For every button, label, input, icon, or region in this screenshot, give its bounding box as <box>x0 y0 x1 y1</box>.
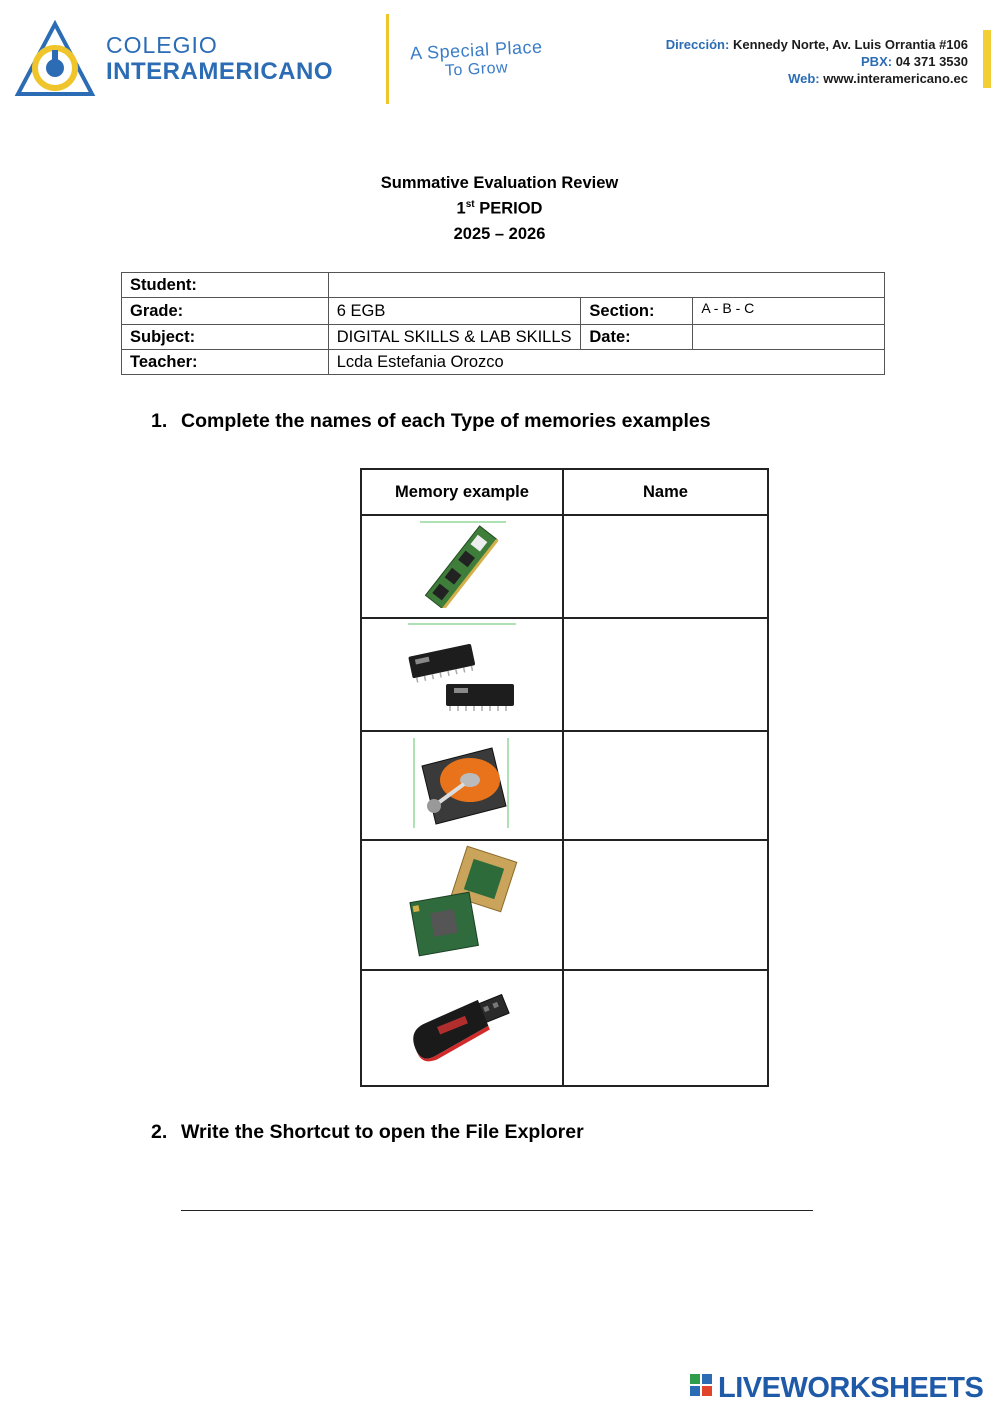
question-2 <box>151 1121 584 1144</box>
subject-row <box>122 325 885 350</box>
doc-period: 1st PERIOD <box>456 199 543 218</box>
answer-cell[interactable] <box>563 618 768 731</box>
teacher-value: Lcda Estefania Orozco <box>328 350 884 375</box>
ram-module-icon <box>414 520 510 608</box>
answer-cell[interactable] <box>563 970 768 1086</box>
grade-label: Grade: <box>122 298 329 325</box>
grade-value: 6 EGB <box>328 298 581 325</box>
question-2-text: Write the Shortcut to open the File Explorer <box>181 1121 584 1143</box>
processor-chips-image <box>361 840 563 970</box>
table-row <box>361 731 768 840</box>
address-row: Dirección: Kennedy Norte, Av. Luis Orrantia #106 <box>665 37 968 52</box>
answer-cell[interactable] <box>563 840 768 970</box>
student-row <box>122 273 885 298</box>
table-row <box>361 618 768 731</box>
usb-flash-drive-image <box>361 970 563 1086</box>
col-memory-example: Memory example <box>361 469 563 515</box>
section-value: A - B - C <box>693 298 885 325</box>
doc-title: Summative Evaluation Review <box>380 174 619 192</box>
table-row <box>361 840 768 970</box>
slogan-line2: To Grow <box>444 59 509 80</box>
question-1-number: 1. <box>151 410 168 432</box>
memory-table <box>360 468 769 1087</box>
header-divider <box>386 14 389 104</box>
rom-chips-icon <box>406 622 518 722</box>
rom-chips-image <box>361 618 563 731</box>
phone-row: PBX: 04 371 3530 <box>861 54 968 69</box>
usb-flash-drive-icon <box>406 978 518 1074</box>
ram-module-image <box>361 515 563 618</box>
question-1-text: Complete the names of each Type of memories examples <box>181 410 711 432</box>
logo-emblem-icon <box>14 20 96 98</box>
question-1 <box>151 410 711 433</box>
table-row <box>361 970 768 1086</box>
question-2-number: 2. <box>151 1121 168 1143</box>
section-label: Section: <box>581 298 693 325</box>
liveworksheets-brand: LIVEWORKSHEETS <box>718 1372 984 1404</box>
contact-block <box>666 36 968 87</box>
memory-table-header <box>361 469 768 515</box>
slogan-line1: A Special Place <box>409 36 543 64</box>
student-label: Student: <box>122 273 329 298</box>
subject-label: Subject: <box>122 325 329 350</box>
hard-drive-icon <box>412 736 512 830</box>
teacher-label: Teacher: <box>122 350 329 375</box>
date-label: Date: <box>581 325 693 350</box>
table-row <box>361 515 768 618</box>
teacher-row <box>122 350 885 375</box>
header-accent-bar <box>983 30 991 88</box>
processor-chips-icon <box>406 845 518 961</box>
answer-line[interactable] <box>181 1210 813 1211</box>
date-field[interactable] <box>693 325 885 350</box>
school-name-line1: COLEGIO <box>106 32 218 58</box>
answer-cell[interactable] <box>563 731 768 840</box>
web-row: Web: www.interamericano.ec <box>788 71 968 86</box>
liveworksheets-logo-icon <box>690 1374 714 1398</box>
grade-row <box>122 298 885 325</box>
school-name-line2: INTERAMERICANO <box>106 58 333 85</box>
school-logo <box>14 20 364 100</box>
doc-year: 2025 – 2026 <box>453 225 546 243</box>
subject-value: DIGITAL SKILLS & LAB SKILLS <box>328 325 581 350</box>
student-field[interactable] <box>328 273 884 298</box>
answer-cell[interactable] <box>563 515 768 618</box>
student-info-table <box>121 272 885 375</box>
hard-drive-image <box>361 731 563 840</box>
col-name: Name <box>563 469 768 515</box>
